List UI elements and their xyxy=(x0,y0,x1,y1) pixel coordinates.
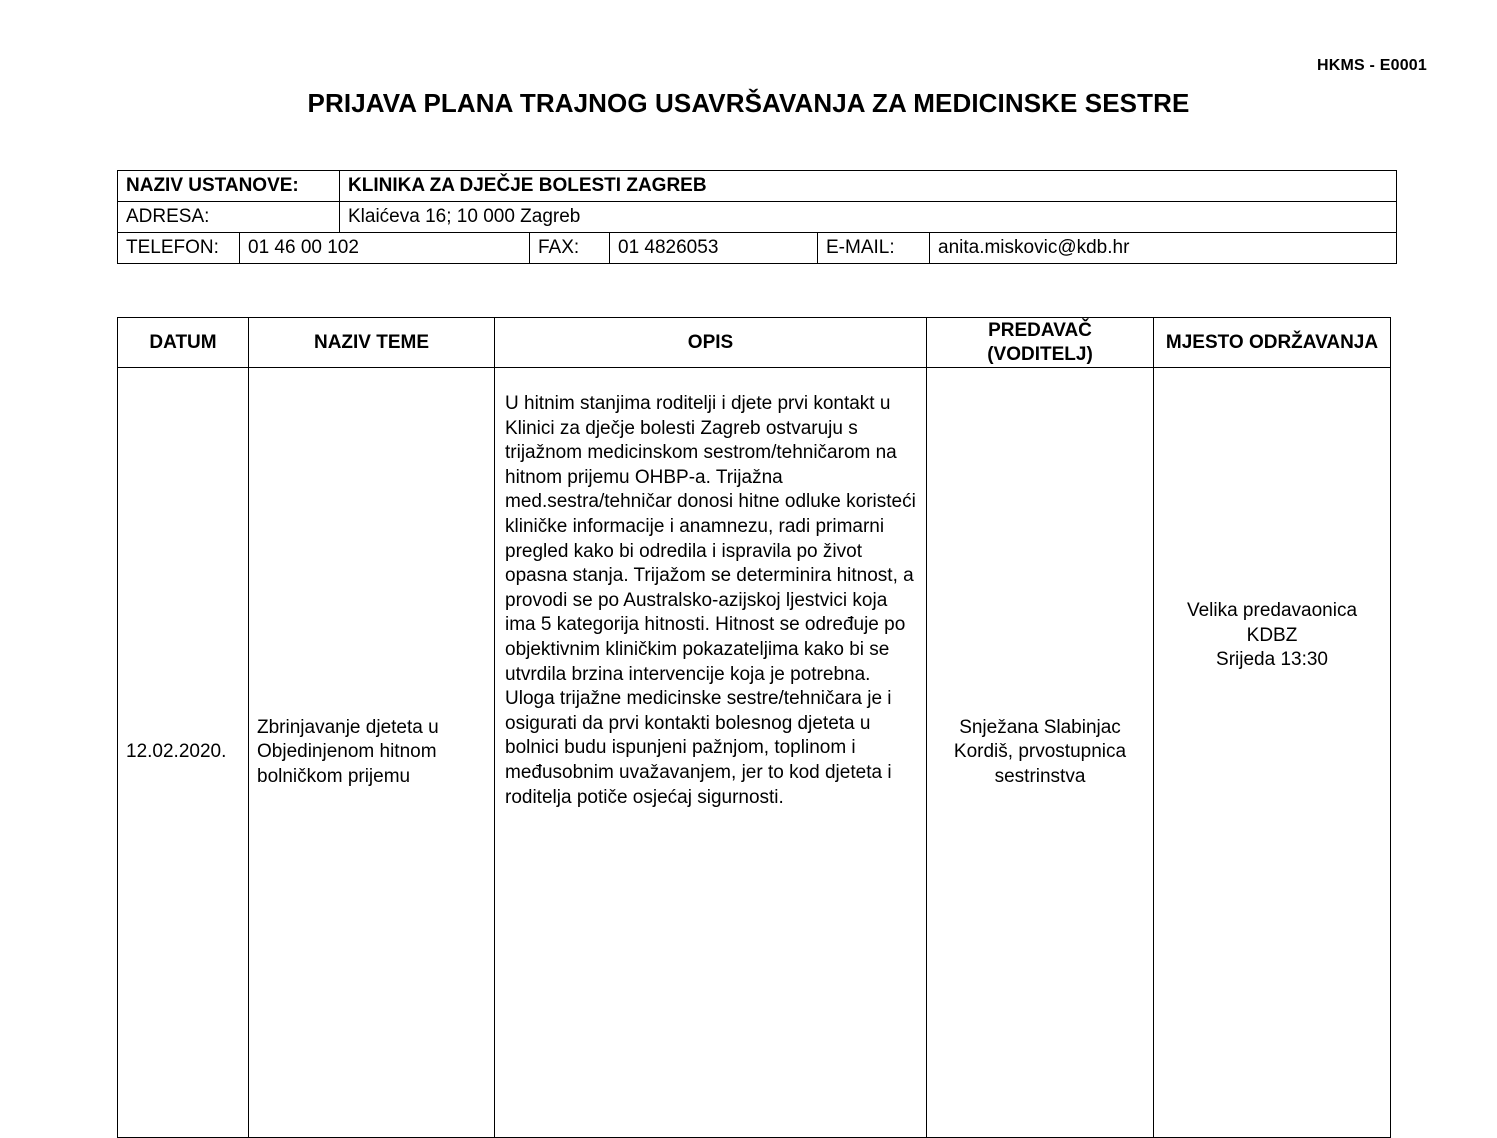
page-title: PRIJAVA PLANA TRAJNOG USAVRŠAVANJA ZA MEDICINSKE SESTRE xyxy=(307,88,1190,118)
column-header-date: DATUM xyxy=(118,318,249,368)
column-header-location: MJESTO ODRŽAVANJA xyxy=(1154,318,1391,368)
row-topic: Zbrinjavanje djeteta u Objedinjenom hitnom bolničkom prijemu xyxy=(249,368,495,1138)
address-value: Klaićeva 16; 10 000 Zagreb xyxy=(340,202,1397,233)
fax-label: FAX: xyxy=(530,233,610,264)
row-lecturer: Snježana Slabinjac Kordiš, prvostupnica sestrinstva xyxy=(927,368,1154,1138)
row-date: 12.02.2020. xyxy=(118,368,249,1138)
institution-name-row xyxy=(118,171,1397,202)
location-line: KDBZ xyxy=(1246,624,1298,646)
email-value: anita.miskovic@kdb.hr xyxy=(930,233,1397,264)
column-header-topic: NAZIV TEME xyxy=(249,318,495,368)
institution-name-label: NAZIV USTANOVE: xyxy=(118,171,340,202)
fax-value: 01 4826053 xyxy=(610,233,818,264)
phone-label: TELEFON: xyxy=(118,233,240,264)
institution-name-value: KLINIKA ZA DJEČJE BOLESTI ZAGREB xyxy=(340,171,1397,202)
institution-contact-row xyxy=(118,233,1397,264)
email-label: E-MAIL: xyxy=(818,233,930,264)
table-row xyxy=(118,368,1391,1138)
row-location xyxy=(1154,368,1391,1138)
location-line: Srijeda 13:30 xyxy=(1216,649,1328,671)
institution-info-table xyxy=(117,170,1397,264)
column-header-lecturer: PREDAVAČ (VODITELJ) xyxy=(927,318,1154,368)
address-label: ADRESA: xyxy=(118,202,340,233)
row-description: U hitnim stanjima roditelji i djete prvi kontakt u Klinici za dječje bolesti Zagreb ostvaruju s trijažnom medicinskom sestrom/tehničarom na hitnom prijemu OHBP-a. Trijažna med.sestra/tehničar donosi hitne odluke koristeći kliničke informacije i anamnezu, radi primarni pregled kako bi odredila i ispravila po život opasna stanja. Trijažom se determinira hitnost, a provodi se po Australsko-azijskoj ljestvici koja ima 5 kategorija hitnosti. Hitnost se određuje po objektivnim kliničkim pokazateljima kako bi se utvrdila brzina intervencije koja je potrebna. Uloga trijažne medicinske sestre/tehničara je i osigurati da prvi kontakti bolesnog djeteta u bolnici budu ispunjeni pažnjom, toplinom i međusobnim uvažavanjem, jer to kod djeteta i roditelja potiče osjećaj sigurnosti. xyxy=(495,368,927,1138)
education-plan-table xyxy=(117,317,1391,1138)
document-code: HKMS - E0001 xyxy=(1317,57,1427,74)
institution-address-row xyxy=(118,202,1397,233)
location-line: Velika predavaonica xyxy=(1186,600,1358,621)
phone-value: 01 46 00 102 xyxy=(240,233,530,264)
column-header-description: OPIS xyxy=(495,318,927,368)
plan-header-row xyxy=(118,318,1391,368)
